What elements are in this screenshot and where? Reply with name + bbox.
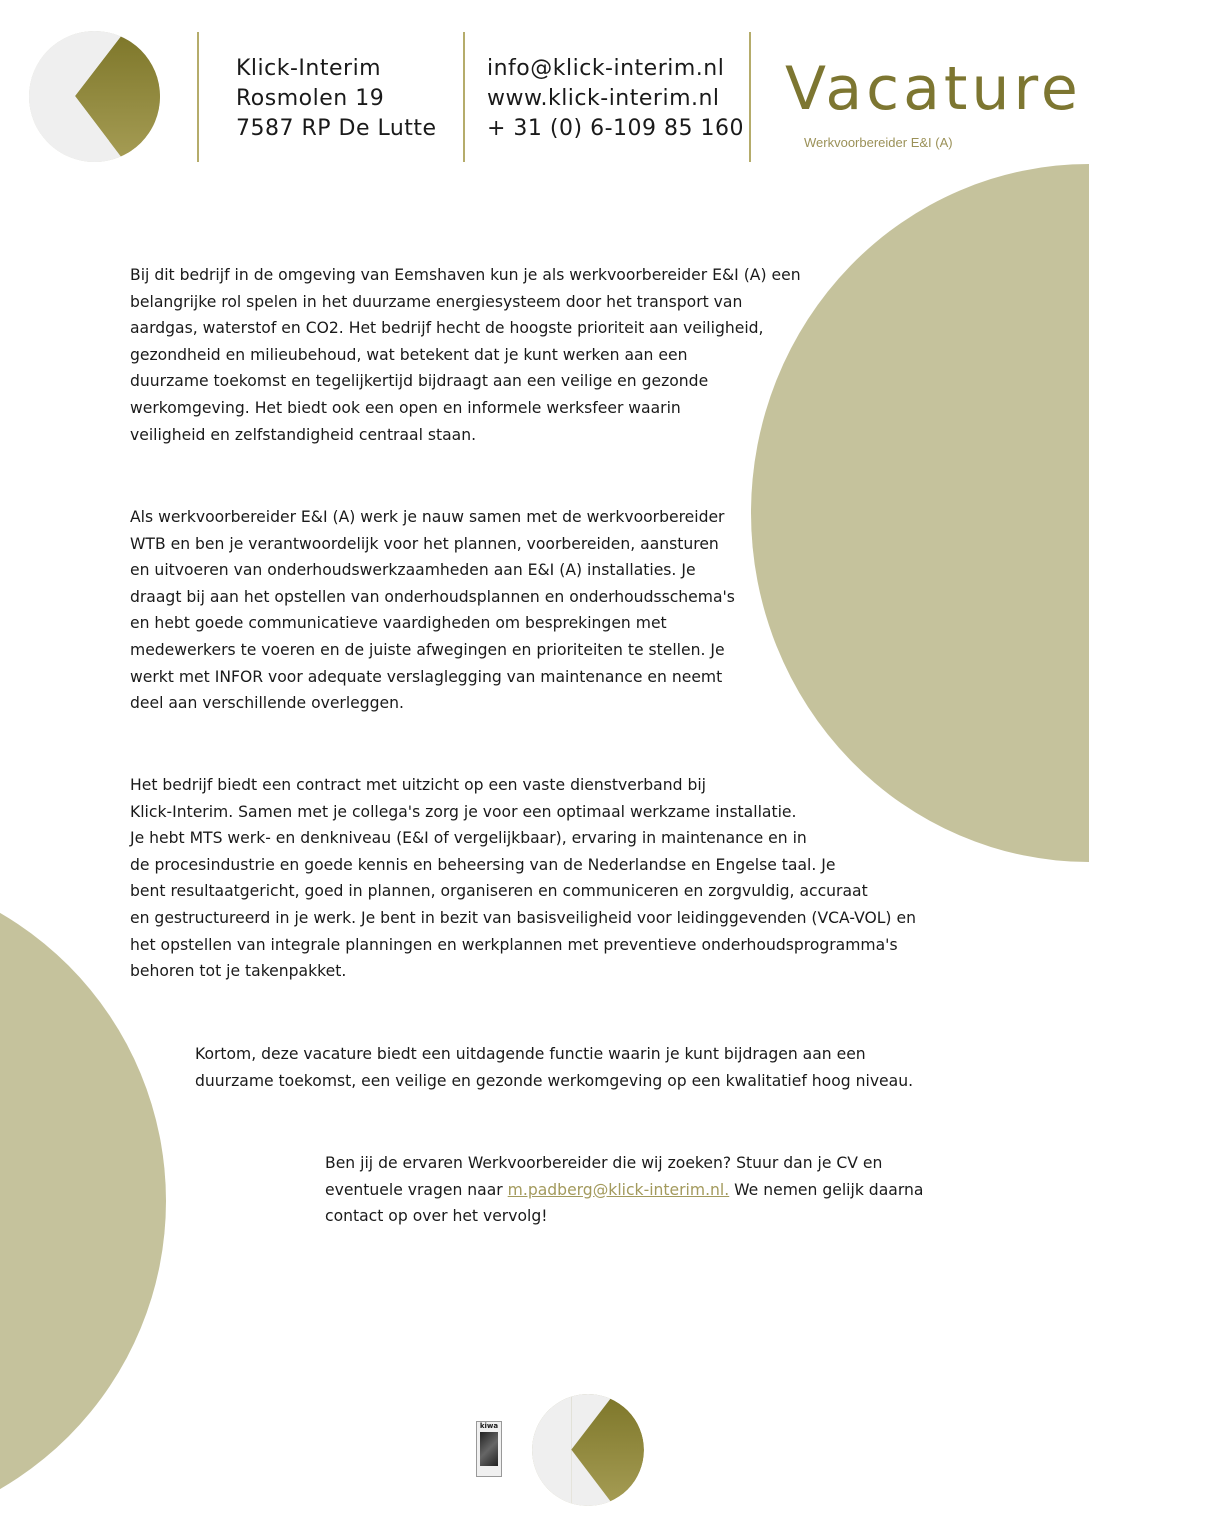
page-subtitle: Werkvoorbereider E&I (A) (804, 135, 953, 150)
klick-k-logo-icon (532, 1394, 644, 1506)
text-line: Als werkvoorbereider E&I (A) werk je nauw samen met de werkvoorbereider (130, 508, 725, 526)
email-link[interactable]: m.padberg@klick-interim.nl. (507, 1180, 730, 1199)
text-line: werkt met INFOR voor adequate verslaglegging van maintenance en neemt (130, 667, 723, 686)
company-address (236, 54, 437, 144)
company-name: Klick-Interim (236, 56, 382, 81)
text-line: en gestructureerd in je werk. Je bent in bezit van basisveiligheid voor leidinggevenden (VCA-VOL) en (130, 908, 916, 927)
text-line: medewerkers te voeren en de juiste afwegingen en prioriteiten te stellen. Je (130, 640, 725, 659)
company-street: Rosmolen 19 (236, 86, 385, 111)
text-line (325, 1177, 923, 1204)
contact-phone: + 31 (0) 6-109 85 160 (487, 116, 744, 141)
decorative-circle-right (751, 164, 1089, 862)
text-segment: We nemen gelijk daarna (729, 1180, 924, 1199)
text-line: gezondheid en milieubehoud, wat betekent dat je kunt werken aan een (130, 345, 688, 364)
text-line: deel aan verschillende overleggen. (130, 694, 404, 713)
text-line: contact op over het vervolg! (325, 1207, 548, 1226)
text-line: Ben jij de ervaren Werkvoorbereider die wij zoeken? Stuur dan je CV en (325, 1154, 883, 1172)
header-divider (197, 32, 199, 162)
text-line: behoren tot je takenpakket. (130, 962, 347, 981)
kiwa-label: kiwa (479, 1422, 499, 1430)
text-line: bent resultaatgericht, goed in plannen, organiseren en communiceren en zorgvuldig, accuraat (130, 882, 868, 901)
paragraph-summary (195, 1041, 913, 1094)
text-line: draagt bij aan het opstellen van onderhoudsplannen en onderhoudsschema's (130, 587, 735, 606)
text-line: duurzame toekomst en tegelijkertijd bijdraagt aan een veilige en gezonde (130, 372, 709, 391)
text-line: duurzame toekomst, een veilige en gezonde werkomgeving op een kwalitatief hoog niveau. (195, 1071, 914, 1090)
text-line: WTB en ben je verantwoordelijk voor het plannen, voorbereiden, aansturen (130, 534, 719, 553)
text-line: aardgas, waterstof en CO2. Het bedrijf hecht de hoogste prioriteit aan veiligheid, (130, 319, 764, 338)
paragraph-role (130, 504, 735, 717)
contact-website[interactable]: www.klick-interim.nl (487, 86, 720, 111)
text-line: het opstellen van integrale planningen en werkplannen met preventieve onderhoudsprogramma's (130, 935, 898, 954)
klick-k-logo-icon (29, 31, 160, 162)
text-line: de procesindustrie en goede kennis en beheersing van de Nederlandse en Engelse taal. Je (130, 855, 836, 874)
text-line: werkomgeving. Het biedt ook een open en informele werksfeer waarin (130, 398, 681, 417)
kiwa-certificate-icon (476, 1421, 502, 1477)
company-city: 7587 RP De Lutte (236, 116, 437, 141)
paragraph-requirements (130, 772, 916, 985)
paragraph-intro (130, 262, 801, 448)
text-line: en uitvoeren van onderhoudswerkzaamheden aan E&I (A) installaties. Je (130, 561, 696, 580)
text-segment: eventuele vragen naar (325, 1180, 508, 1199)
text-line: Je hebt MTS werk- en denkniveau (E&I of vergelijkbaar), ervaring in maintenance en in (130, 829, 807, 848)
text-line: Klick-Interim. Samen met je collega's zorg je voor een optimaal werkzame installatie. (130, 802, 797, 821)
text-line: Bij dit bedrijf in de omgeving van Eemshaven kun je als werkvoorbereider E&I (A) een (130, 266, 801, 284)
page-title: Vacature (785, 54, 1082, 124)
text-line: Kortom, deze vacature biedt een uitdagende functie waarin je kunt bijdragen aan een (195, 1045, 866, 1063)
text-line: belangrijke rol spelen in het duurzame energiesysteem door het transport van (130, 292, 743, 311)
header-divider (749, 32, 751, 162)
text-line: veiligheid en zelfstandigheid centraal staan. (130, 425, 477, 444)
text-line: Het bedrijf biedt een contract met uitzicht op een vaste dienstverband bij (130, 776, 707, 794)
text-line: en hebt goede communicatieve vaardigheden om besprekingen met (130, 614, 667, 633)
paragraph-call-to-action (325, 1150, 923, 1230)
contact-email[interactable]: info@klick-interim.nl (487, 56, 725, 81)
header-divider (463, 32, 465, 162)
contact-info (487, 54, 744, 144)
